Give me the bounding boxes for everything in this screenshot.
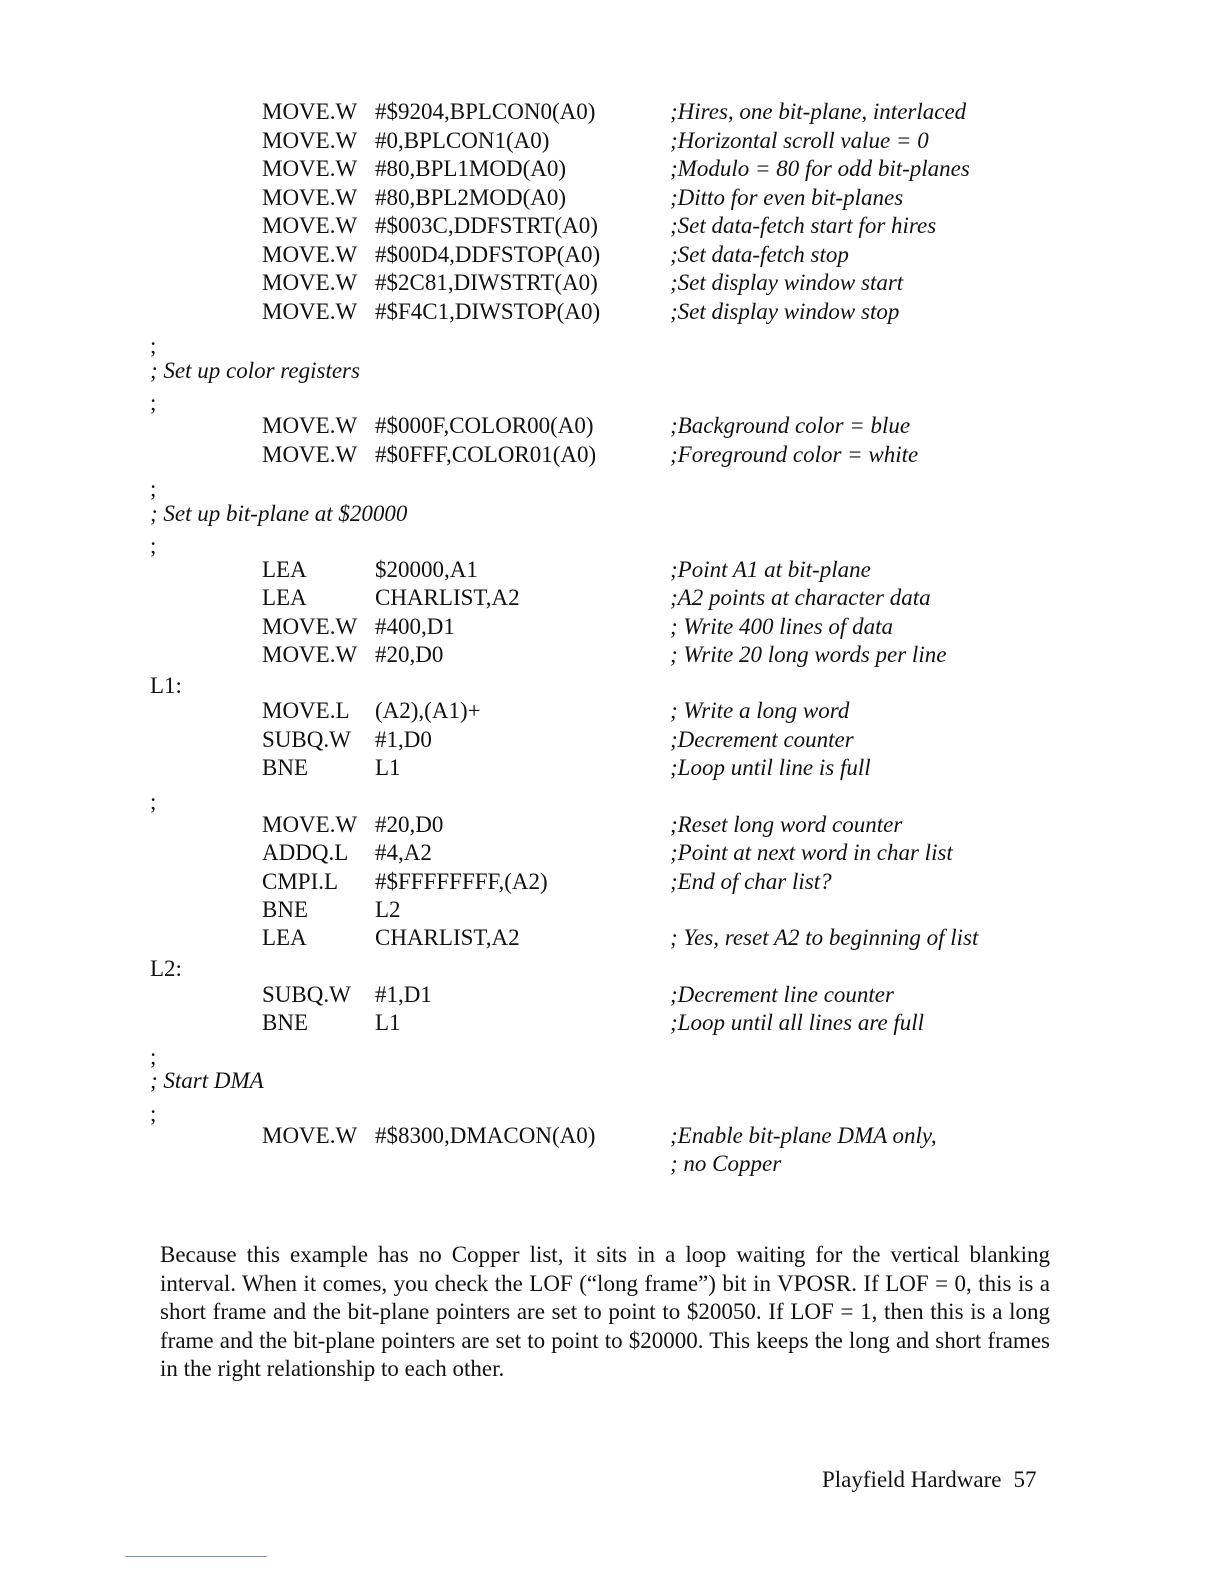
operand: #$FFFFFFFF,(A2) <box>375 869 548 894</box>
operand: L1 <box>375 755 401 780</box>
code-line <box>0 441 1224 469</box>
code-line <box>0 955 1224 983</box>
footnote-rule <box>125 1556 267 1557</box>
code-line <box>0 184 1224 212</box>
code-line <box>0 1150 1224 1178</box>
footer-section-title: Playfield Hardware <box>822 1467 1002 1492</box>
operand: #$F4C1,DIWSTOP(A0) <box>375 299 601 324</box>
code-line <box>0 811 1224 839</box>
code-label: L1: <box>150 673 182 698</box>
comment-marker: ; <box>150 1101 157 1126</box>
page-footer <box>822 1466 1036 1494</box>
opcode: LEA <box>262 925 307 950</box>
opcode: CMPI.L <box>262 869 339 894</box>
code-line <box>0 1122 1224 1150</box>
opcode: MOVE.W <box>262 156 358 181</box>
operand: #4,A2 <box>375 840 432 865</box>
code-line <box>0 127 1224 155</box>
opcode: SUBQ.W <box>262 982 351 1007</box>
code-comment: ;Modulo = 80 for odd bit-planes <box>670 156 970 181</box>
opcode: MOVE.W <box>262 270 358 295</box>
operand: L2 <box>375 897 401 922</box>
code-comment: ;A2 points at character data <box>670 585 931 610</box>
opcode: MOVE.W <box>262 642 358 667</box>
operand: #$003C,DDFSTRT(A0) <box>375 213 598 238</box>
code-comment: ;Reset long word counter <box>670 812 903 837</box>
code-line <box>0 1067 1224 1095</box>
comment-marker: ; <box>150 533 157 558</box>
code-comment: ;Set data-fetch start for hires <box>670 213 937 238</box>
code-comment: ;Decrement line counter <box>670 982 894 1007</box>
operand: #$2C81,DIWSTRT(A0) <box>375 270 598 295</box>
opcode: LEA <box>262 557 307 582</box>
code-line <box>0 584 1224 612</box>
code-comment: ;Loop until line is full <box>670 755 871 780</box>
code-comment: ;Point at next word in char list <box>670 840 953 865</box>
operand: #20,D0 <box>375 812 444 837</box>
code-line <box>0 332 1224 360</box>
section-comment: ; Set up bit-plane at $20000 <box>150 501 408 526</box>
operand: CHARLIST,A2 <box>375 585 520 610</box>
opcode: MOVE.W <box>262 213 358 238</box>
code-comment: ;Enable bit-plane DMA only, <box>670 1123 937 1148</box>
code-line <box>0 672 1224 700</box>
code-line <box>0 241 1224 269</box>
code-line <box>0 613 1224 641</box>
page-number: 57 <box>1013 1467 1037 1492</box>
comment-marker: ; <box>150 390 157 415</box>
opcode: MOVE.W <box>262 413 358 438</box>
code-line <box>0 641 1224 669</box>
operand: #$00D4,DDFSTOP(A0) <box>375 242 601 267</box>
code-line <box>0 212 1224 240</box>
code-comment: ;Foreground color = white <box>670 442 919 467</box>
opcode: MOVE.W <box>262 442 358 467</box>
code-line <box>0 475 1224 503</box>
code-comment: ;Set display window start <box>670 270 904 295</box>
code-label: L2: <box>150 956 182 981</box>
operand: #$000F,COLOR00(A0) <box>375 413 594 438</box>
operand: #$8300,DMACON(A0) <box>375 1123 596 1148</box>
operand: #0,BPLCON1(A0) <box>375 128 550 153</box>
operand: #$9204,BPLCON0(A0) <box>375 99 596 124</box>
opcode: MOVE.L <box>262 698 350 723</box>
code-line <box>0 839 1224 867</box>
code-line <box>0 896 1224 924</box>
code-comment: ;Point A1 at bit-plane <box>670 557 871 582</box>
opcode: MOVE.W <box>262 128 358 153</box>
section-comment: ; Set up color registers <box>150 358 360 383</box>
code-line <box>0 269 1224 297</box>
code-line <box>0 500 1224 528</box>
code-line <box>0 155 1224 183</box>
code-comment: ; Write 400 lines of data <box>670 614 893 639</box>
opcode: MOVE.W <box>262 1123 358 1148</box>
opcode: SUBQ.W <box>262 727 351 752</box>
code-comment: ;End of char list? <box>670 869 832 894</box>
code-line <box>0 697 1224 725</box>
code-comment: ;Horizontal scroll value = 0 <box>670 128 929 153</box>
operand: CHARLIST,A2 <box>375 925 520 950</box>
code-comment: ;Set data-fetch stop <box>670 242 849 267</box>
operand: #$0FFF,COLOR01(A0) <box>375 442 597 467</box>
code-comment: ;Loop until all lines are full <box>670 1010 925 1035</box>
operand: #1,D1 <box>375 982 432 1007</box>
code-line <box>0 1009 1224 1037</box>
code-comment: ;Decrement counter <box>670 727 854 752</box>
opcode: ADDQ.L <box>262 840 349 865</box>
comment-marker: ; <box>150 1044 157 1069</box>
code-comment: ; no Copper <box>670 1151 782 1176</box>
code-line <box>0 868 1224 896</box>
code-line <box>0 357 1224 385</box>
code-line <box>0 412 1224 440</box>
code-line <box>0 924 1224 952</box>
opcode: MOVE.W <box>262 99 358 124</box>
opcode: MOVE.W <box>262 299 358 324</box>
comment-marker: ; <box>150 476 157 501</box>
opcode: MOVE.W <box>262 242 358 267</box>
code-comment: ;Ditto for even bit-planes <box>670 185 904 210</box>
opcode: BNE <box>262 1010 308 1035</box>
code-comment: ; Write a long word <box>670 698 850 723</box>
code-comment: ;Set display window stop <box>670 299 900 324</box>
code-comment: ; Yes, reset A2 to beginning of list <box>670 925 979 950</box>
operand: #20,D0 <box>375 642 444 667</box>
operand: (A2),(A1)+ <box>375 698 481 723</box>
operand: #80,BPL2MOD(A0) <box>375 185 567 210</box>
code-line <box>0 98 1224 126</box>
code-line <box>0 726 1224 754</box>
operand: L1 <box>375 1010 401 1035</box>
opcode: MOVE.W <box>262 185 358 210</box>
opcode: LEA <box>262 585 307 610</box>
code-line <box>0 298 1224 326</box>
code-comment: ; Write 20 long words per line <box>670 642 947 667</box>
opcode: MOVE.W <box>262 614 358 639</box>
comment-marker: ; <box>150 789 157 814</box>
comment-marker: ; <box>150 333 157 358</box>
code-line <box>0 981 1224 1009</box>
code-comment: ;Background color = blue <box>670 413 911 438</box>
operand: #400,D1 <box>375 614 455 639</box>
opcode: BNE <box>262 897 308 922</box>
code-line <box>0 754 1224 782</box>
code-comment: ;Hires, one bit-plane, interlaced <box>670 99 967 124</box>
operand: #1,D0 <box>375 727 432 752</box>
body-paragraph: Because this example has no Copper list, it sits in a loop waiting for the vertical blanking interval. When it comes, you check the LOF (“long frame”) bit in VPOSR. If LOF = 0, this is a short frame and the bit-plane pointers are set to point to $20050. If LOF = 1, then this is a long frame and the bit-plane pointers are set to point to $20000. This keeps the long and short frames in the right relationship to each other. <box>160 1242 1050 1381</box>
code-line <box>0 556 1224 584</box>
opcode: MOVE.W <box>262 812 358 837</box>
operand: #80,BPL1MOD(A0) <box>375 156 567 181</box>
opcode: BNE <box>262 755 308 780</box>
section-comment: ; Start DMA <box>150 1068 264 1093</box>
operand: $20000,A1 <box>375 557 478 582</box>
